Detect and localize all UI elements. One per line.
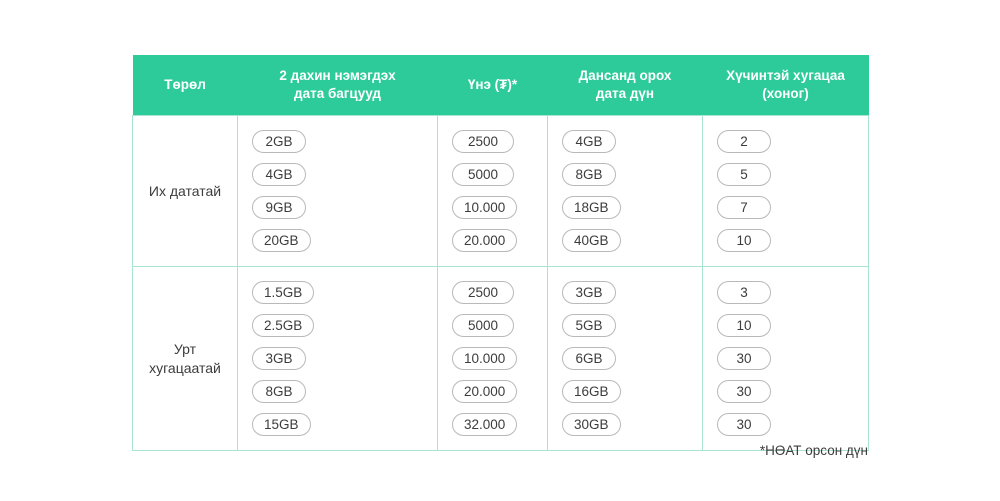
- cell-prices: [438, 267, 548, 451]
- validity-pill: 30: [717, 347, 771, 370]
- cell-credits: [548, 267, 703, 451]
- credit-pill: 16GB: [562, 380, 621, 403]
- credit-pill: 40GB: [562, 229, 621, 252]
- package-pill: 2GB: [252, 130, 306, 153]
- header-cell-packages: [238, 55, 438, 116]
- price-list: [438, 267, 547, 450]
- package-pill: 3GB: [252, 347, 306, 370]
- price-pill: 20.000: [452, 229, 517, 252]
- package-pill: 9GB: [252, 196, 306, 219]
- credit-list: [548, 267, 702, 450]
- validity-pill: 30: [717, 380, 771, 403]
- header-line: дата багцууд: [294, 86, 381, 102]
- credit-pill: 4GB: [562, 130, 616, 153]
- price-pill: 2500: [452, 130, 514, 153]
- data-plans-table: [132, 55, 869, 451]
- package-pill: 2.5GB: [252, 314, 314, 337]
- validity-pill: 10: [717, 314, 771, 337]
- price-pill: 5000: [452, 163, 514, 186]
- credit-list: [548, 116, 702, 266]
- header-cell-validity: [703, 55, 869, 116]
- price-pill: 20.000: [452, 380, 517, 403]
- header-line: Дансанд орох: [578, 68, 672, 83]
- cell-type: [133, 116, 238, 267]
- credit-pill: 8GB: [562, 163, 616, 186]
- header-cell-credit: [548, 55, 703, 116]
- cell-packages: [238, 116, 438, 267]
- cell-packages: [238, 267, 438, 451]
- header-line: Төрөл: [164, 77, 206, 93]
- price-list: [438, 116, 547, 266]
- header-line: 2 дахин нэмэгдэх: [279, 68, 396, 83]
- credit-pill: 30GB: [562, 413, 621, 436]
- validity-pill: 7: [717, 196, 771, 219]
- price-pill: 2500: [452, 281, 514, 304]
- cell-prices: [438, 116, 548, 267]
- validity-pill: 5: [717, 163, 771, 186]
- package-pill: 20GB: [252, 229, 311, 252]
- package-pill: 4GB: [252, 163, 306, 186]
- package-pill: 1.5GB: [252, 281, 314, 304]
- table-row: [133, 116, 869, 267]
- credit-pill: 18GB: [562, 196, 621, 219]
- table-header-row: [133, 55, 869, 116]
- cell-type: [133, 267, 238, 451]
- header-line: Үнэ (₮)*: [467, 77, 518, 93]
- validity-pill: 2: [717, 130, 771, 153]
- credit-pill: 3GB: [562, 281, 616, 304]
- credit-pill: 6GB: [562, 347, 616, 370]
- type-line: Урт: [173, 341, 197, 358]
- header-line: (хоног): [762, 86, 809, 102]
- header-line: дата дүн: [595, 86, 655, 102]
- credit-pill: 5GB: [562, 314, 616, 337]
- cell-validity: [703, 267, 869, 451]
- header-cell-price: [438, 55, 548, 116]
- data-table-container: [132, 55, 868, 451]
- cell-credits: [548, 116, 703, 267]
- validity-pill: 30: [717, 413, 771, 436]
- price-pill: 32.000: [452, 413, 517, 436]
- validity-list: [703, 116, 868, 266]
- table-row: [133, 267, 869, 451]
- header-line: Хүчинтэй хугацаа: [726, 68, 845, 83]
- price-pill: 10.000: [452, 347, 517, 370]
- vat-footnote: *НӨАТ орсон дүн: [759, 443, 868, 458]
- package-pill: 8GB: [252, 380, 306, 403]
- package-list: [238, 116, 437, 266]
- validity-pill: 10: [717, 229, 771, 252]
- validity-list: [703, 267, 868, 450]
- package-list: [238, 267, 437, 450]
- cell-validity: [703, 116, 869, 267]
- type-line: Их дататай: [148, 182, 222, 199]
- validity-pill: 3: [717, 281, 771, 304]
- table-body: [133, 116, 869, 451]
- type-line: хугацаатай: [149, 359, 221, 376]
- header-cell-type: [133, 55, 238, 116]
- table-header: [133, 55, 869, 116]
- package-pill: 15GB: [252, 413, 311, 436]
- price-pill: 10.000: [452, 196, 517, 219]
- price-pill: 5000: [452, 314, 514, 337]
